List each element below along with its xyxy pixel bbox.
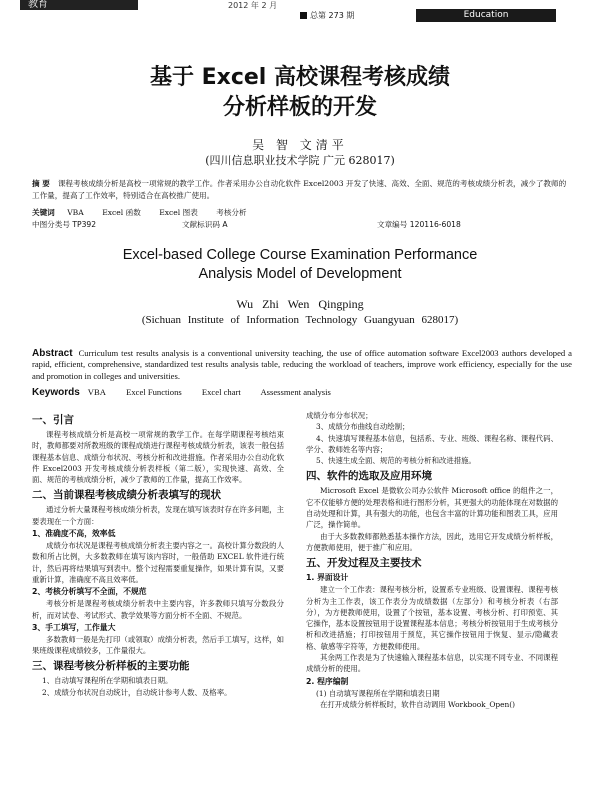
- keyword-en: Excel Functions: [126, 387, 182, 397]
- square-icon: [300, 12, 307, 19]
- clc-number: 中图分类号 TP392: [32, 220, 97, 229]
- issue-date: 2012 年 2 月: [228, 1, 278, 10]
- title-cn-line1: 基于 Excel 高校课程考核成绩: [149, 65, 451, 90]
- magazine-label: 教育: [20, 0, 138, 10]
- page-header: [0, 0, 600, 22]
- section-banner: Education: [416, 9, 556, 22]
- subsection-heading: 2. 程序编制: [306, 676, 349, 686]
- abstract-cn-label: 摘 要: [32, 179, 50, 188]
- affiliation-cn: (四川信息职业技术学院 广元 628017): [205, 154, 395, 167]
- list-item: 5、快速生成全面、规范的考核分析和改进措施。: [316, 456, 476, 466]
- title-en-line1: Excel-based College Course Examination Performance: [122, 247, 478, 263]
- subsection-heading: 3、手工填写，工作量大: [32, 622, 116, 632]
- keywords-cn-label: 关键词: [32, 208, 55, 217]
- authors-cn: 吴 智 文清平: [252, 138, 348, 152]
- authors-en: Wu Zhi Wen Qingping: [236, 297, 364, 311]
- keyword-cn: VBA: [67, 208, 84, 217]
- paragraph: 考核分析是课程考核成绩分析表中主要内容，许多教师只填写分数段分析，而对试卷、考试形式、教学效果等方面分析不全面、不规范。: [32, 599, 284, 620]
- keyword-en: Assessment analysis: [260, 387, 331, 397]
- list-item: 1、自动填写课程所在学期和填表日期。: [42, 676, 173, 686]
- body-left-column: [32, 410, 284, 790]
- paragraph: 通过分析大量课程考核成绩分析表，发现在填写该表时存在许多问题，主要表现在一个方面：: [32, 505, 284, 526]
- paragraph: 多数教师一般是先打印（或领取）成绩分析表，然后手工填写，这样，如果班级课程成绩较多，工作量很大。: [32, 634, 284, 656]
- paragraph: 在打开成绩分析样板时，软件自动调用 Workbook_Open(): [320, 699, 516, 709]
- keyword-cn: Excel 图表: [159, 208, 198, 217]
- body-right-column: [306, 410, 558, 790]
- section-heading: 四、软件的选取及应用环境: [306, 470, 432, 483]
- keyword-en: VBA: [87, 387, 106, 397]
- keywords-cn: [32, 207, 572, 218]
- subsection-heading: 1. 界面设计: [306, 573, 349, 583]
- paragraph: 成绩分布状况是课程考核成绩分析表主要内容之一。高校计算分数段的人数和所占比例，大多数教师在填写该内容时，一般借助 EXCEL 软件进行统计，然后再将结果填写到表中。整个过程需要重复操作，如果计算有误，又要重新计算，准确度不高且效率低。: [32, 541, 284, 584]
- section-heading: 五、开发过程及主要技术: [306, 557, 422, 570]
- abstract-en: [32, 348, 572, 382]
- keywords-en: [32, 387, 572, 398]
- paragraph: 其余两工作表是为了快速输入课程基本信息，以实现不同专业、不同课程成绩分析的使用。: [306, 653, 558, 674]
- list-item: 3、成绩分布曲线自动绘制；: [316, 422, 410, 432]
- section-heading: 三、课程考核分析样板的主要功能: [32, 660, 190, 673]
- affiliation-en: (Sichuan Institute of Information Technology Guangyuan 628017): [141, 314, 459, 326]
- article-number: 文章编号 120116-6018: [377, 220, 461, 229]
- abstract-cn: [32, 178, 572, 201]
- section-heading: 二、当前课程考核成绩分析表填写的现状: [32, 489, 221, 502]
- title-en-line2: Analysis Model of Development: [198, 266, 402, 282]
- keyword-cn: 考核分析: [216, 208, 247, 217]
- keyword-cn: Excel 函数: [102, 208, 141, 217]
- list-item: 4、快速填写课程基本信息，包括系、专业、班级、课程名称、课程代码、学分、教师姓名等内容；: [306, 433, 558, 454]
- abstract-cn-text: 课程考核成绩分析是高校一项常规的教学工作。作者采用办公自动化软件 Excel2003 开发了快速、高效、全面、规范的考核成绩分析表，减少了教师的工作量，提高了工作效率，特别适合在高校推广使用。: [32, 179, 567, 200]
- paragraph: 课程考核成绩分析是高校一项常规的教学工作。在每学期课程考核结束时，教师都要对所教班级的课程成绩进行课程考核成绩分析表，该表一般包括课程基本信息、成绩分布状况、考核分析和改进措施。作者采用办公自动化软件 Excel2003 开发考核成绩分析表样板（第二版），实现快速、高效、全面、规范的考核成绩分析，减少了教师的工作量，提高工作效率。: [32, 430, 284, 485]
- issue-number: [300, 10, 354, 21]
- subsection-heading: 2、考核分析填写不全面，不规范: [32, 587, 147, 597]
- abstract-en-label: Abstract: [32, 348, 73, 359]
- issue-number-text: 总第 273 期: [310, 11, 355, 20]
- keyword-en: Excel chart: [201, 387, 241, 397]
- abstract-en-text: Curriculum test results analysis is a conventional university teaching, the use of office automation software Excel2003 authors developed a rapid, efficient, comprehensive, standardized test results analysis table, reducing the workload of teachers, improve work efficiency, especially for the use and promotion in colleges and universities.: [32, 348, 572, 381]
- paragraph: 由于大多数教师都熟悉基本操作方法，因此，选用它开发成绩分析样板，方便教师使用，便于推广和应用。: [306, 531, 558, 552]
- keywords-en-label: Keywords: [32, 387, 80, 398]
- list-item: 2、成绩分布状况自动统计，自动统计参考人数、及格率。: [42, 687, 232, 697]
- doc-code: 文献标识码 A: [182, 220, 228, 229]
- title-cn-line2: 分析样板的开发: [222, 95, 377, 120]
- list-item: (1) 自动填写课程所在学期和填表日期: [316, 688, 440, 698]
- section-heading: 一、引言: [32, 414, 74, 426]
- subsection-heading: 1、准确度不高，效率低: [32, 529, 116, 539]
- paragraph: 成绩分布分布状况；: [306, 411, 373, 420]
- paragraph: 建立一个工作表：课程考核分析，设置系专业班级、设置课程、课程考核分析为主工作表，该工作表分为成绩数据（左部分）和考核分析表（右部分），为方便教师使用，设置了个按钮，基本设置、考核分析、打印预览、其它操作，基本设置按钮用于设置课程基本信息；考核分析按钮用于生成考核分析和改进措施；打印按钮用于预览，其它操作按钮用于恢复、显示/隐藏表格、敏感等字符等，方便教师使用。: [306, 585, 558, 651]
- paragraph: Microsoft Excel 是微软公司办公软件 Microsoft office 的组件之一，它不仅能够方便的处理表格和进行图形分析，其更强大的功能体现在对数据的自动处理和计算，具有强大的功能，也包含丰富的计算功能和图表工具，应用广泛，操作简单。: [306, 486, 558, 530]
